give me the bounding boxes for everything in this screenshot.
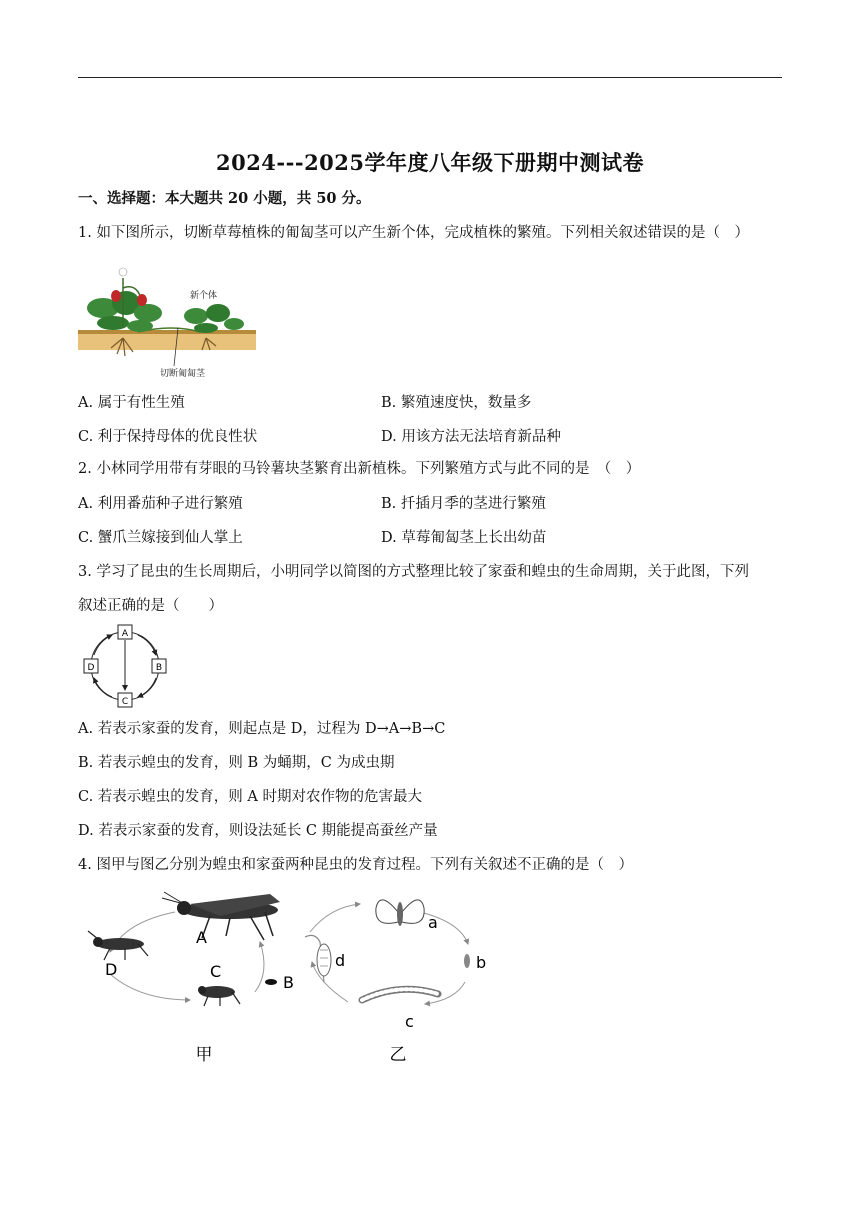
q3-option-b[interactable]: B. 若表示蝗虫的发育，则 B 为蛹期，C 为成虫期 xyxy=(78,755,395,771)
life-cycle-diagram xyxy=(80,622,176,712)
label-c: c xyxy=(405,1012,414,1031)
q3-option-c[interactable]: C. 若表示蝗虫的发育，则 A 时期对农作物的危害最大 xyxy=(78,789,422,805)
header-rule xyxy=(78,77,782,78)
silkworm-cycle xyxy=(305,900,486,1065)
caption-jia: 甲 xyxy=(195,1045,213,1065)
q2-option-c[interactable]: C. 蟹爪兰嫁接到仙人掌上 xyxy=(78,530,243,546)
q1-stem: 1. 如下图所示，切断草莓植株的匍匐茎可以产生新个体，完成植株的繁殖。下列相关叙述错误的是（ ） xyxy=(78,225,749,241)
locust-cycle xyxy=(88,892,294,1065)
locust-egg xyxy=(265,979,277,985)
label-b: b xyxy=(476,953,487,972)
caption-yi: 乙 xyxy=(389,1045,407,1065)
q2-option-b[interactable]: B. 扦插月季的茎进行繁殖 xyxy=(381,496,546,512)
label-A: A xyxy=(196,928,207,947)
q2-option-a[interactable]: A. 利用番茄种子进行繁殖 xyxy=(78,496,243,512)
label-D: D xyxy=(105,960,118,979)
q1-option-b[interactable]: B. 繁殖速度快，数量多 xyxy=(381,395,532,411)
insect-development-figure xyxy=(80,882,500,1072)
label-C: C xyxy=(210,962,222,981)
adult-locust xyxy=(162,892,280,940)
label-B: B xyxy=(283,973,294,992)
label-new-individual: 新个体 xyxy=(190,291,218,301)
q2-stem: 2. 小林同学用带有芽眼的马铃薯块茎繁育出新植株。下列繁殖方式与此不同的是 （ ） xyxy=(78,461,641,477)
section-heading: 一、选择题：本大题共 20 小题，共 50 分。 xyxy=(78,190,371,207)
nymph-large xyxy=(88,931,148,960)
diagram-node-a: A xyxy=(121,629,129,639)
diagram-node-b: B xyxy=(155,663,163,673)
q1-option-d[interactable]: D. 用该方法无法培育新品种 xyxy=(381,429,561,445)
silkworm-egg xyxy=(464,954,470,968)
diagram-node-d: D xyxy=(87,663,95,673)
label-a: a xyxy=(428,913,438,932)
q1-option-a[interactable]: A. 属于有性生殖 xyxy=(78,395,185,411)
strawberry-figure xyxy=(78,258,258,380)
q2-option-d[interactable]: D. 草莓匍匐茎上长出幼苗 xyxy=(381,530,547,546)
q3-stem-line1: 3. 学习了昆虫的生长周期后，小明同学以简图的方式整理比较了家蚕和蝗虫的生命周期，关于此图，下列 xyxy=(78,564,749,580)
q3-option-d[interactable]: D. 若表示家蚕的发育，则设法延长 C 期能提高蚕丝产量 xyxy=(78,823,438,839)
label-d: d xyxy=(335,951,346,970)
q1-option-c[interactable]: C. 利于保持母体的优良性状 xyxy=(78,429,258,445)
q4-stem: 4. 图甲与图乙分别为蝗虫和家蚕两种昆虫的发育过程。下列有关叙述不正确的是（ ） xyxy=(78,857,633,873)
nymph-small xyxy=(198,986,240,1006)
silk-moth xyxy=(376,900,424,926)
diagram-node-c: C xyxy=(121,697,129,707)
q3-stem-line2: 叙述正确的是（ ） xyxy=(78,598,223,614)
q3-option-a[interactable]: A. 若表示家蚕的发育，则起点是 D，过程为 D→A→B→C xyxy=(78,721,446,737)
label-cut-stolon: 切断匍匐茎 xyxy=(160,369,206,379)
silkworm-larva xyxy=(362,989,438,1000)
page-title: 2024---2025学年度八年级下册期中测试卷 xyxy=(215,150,645,175)
